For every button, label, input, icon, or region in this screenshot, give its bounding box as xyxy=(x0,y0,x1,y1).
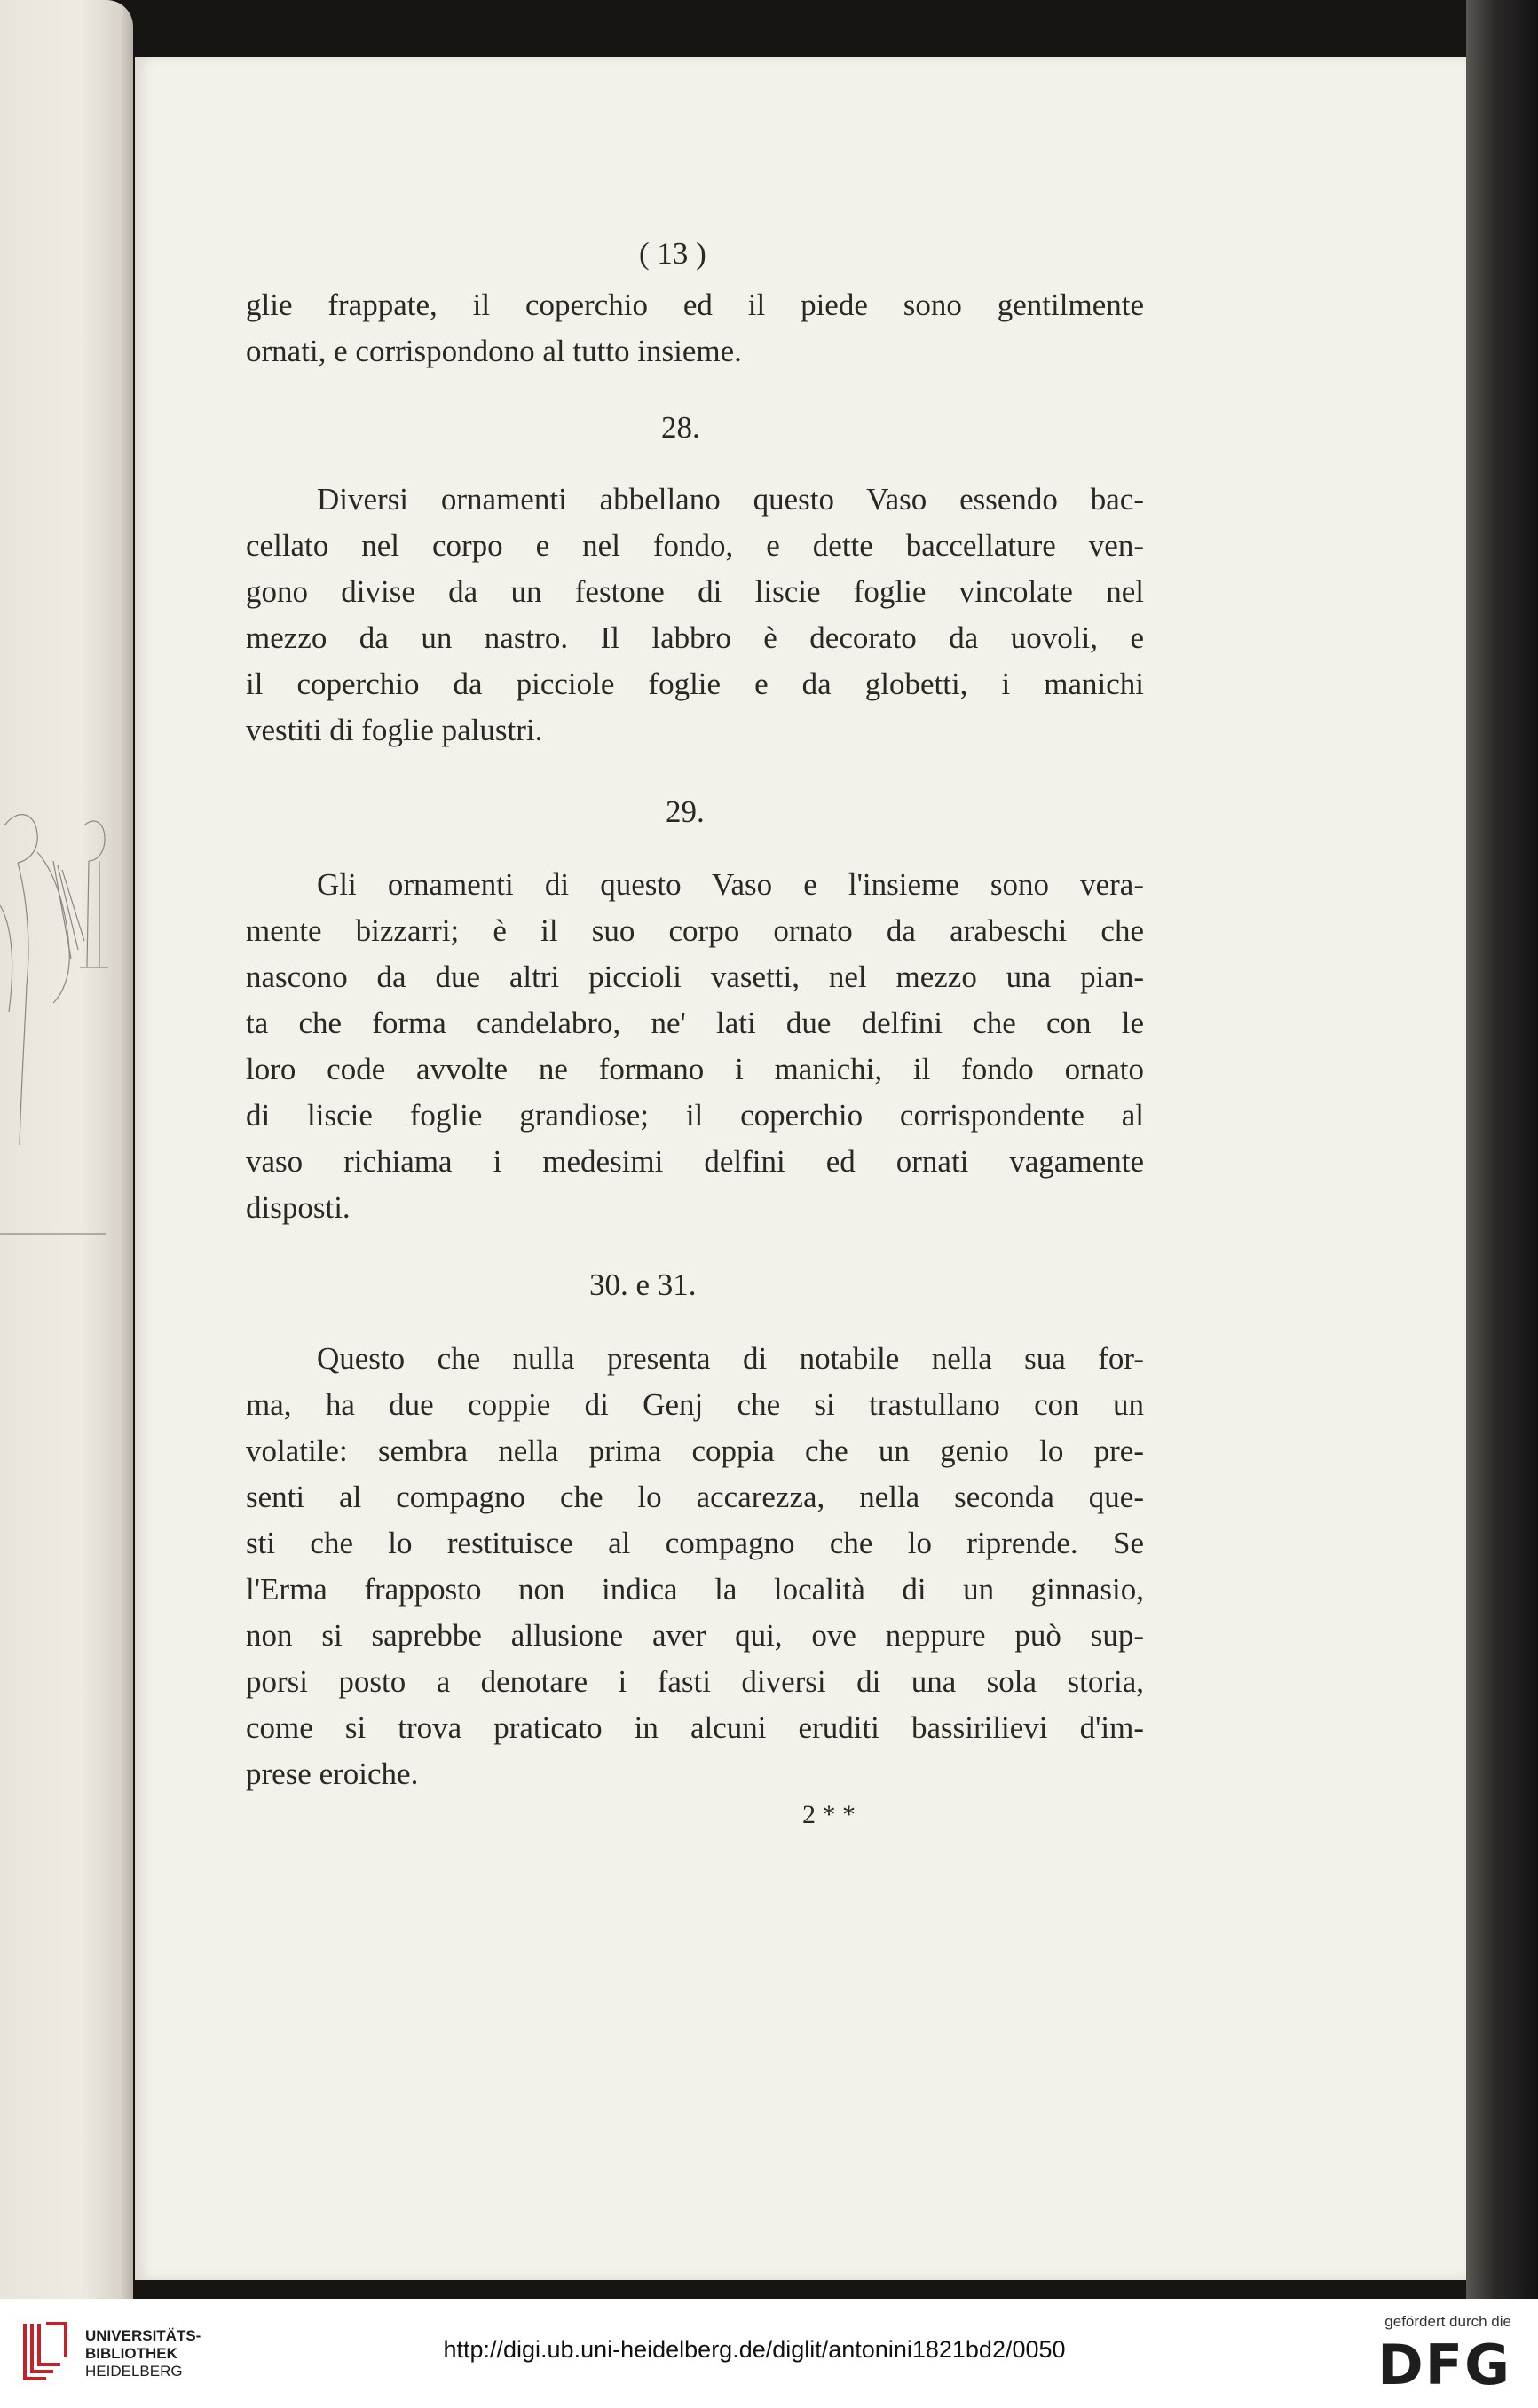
text-line: vestiti di foglie palustri. xyxy=(246,713,543,747)
text-line: gono divise da un festone di liscie foglie vincolate nel xyxy=(246,574,1144,609)
text-line: vaso richiama i medesimi delfini ed ornati vagamente xyxy=(246,1144,1144,1179)
text-line: cellato nel corpo e nel fondo, e dette baccellature ven- xyxy=(246,528,1144,563)
text-line: glie frappate, il coperchio ed il piede sono gentilmente xyxy=(246,288,1144,322)
text-line: volatile: sembra nella prima coppia che un genio lo pre- xyxy=(246,1433,1144,1468)
section-heading: 30. e 31. xyxy=(589,1267,697,1302)
engraving-fragment xyxy=(0,799,108,1243)
library-logo-icon xyxy=(20,2317,71,2388)
text-line: prese eroiche. xyxy=(246,1757,419,1791)
text-line: mente bizzarri; è il suo corpo ornato da arabeschi che xyxy=(246,913,1144,948)
dfg-logo: DFG xyxy=(1377,2333,1511,2397)
section-heading: 29. xyxy=(666,794,705,829)
text-line: il coperchio da picciole foglie e da globetti, i manichi xyxy=(246,667,1144,701)
text-line: porsi posto a denotare i fasti diversi di una sola storia, xyxy=(246,1664,1144,1699)
text-line: nascono da due altri piccioli vasetti, nel mezzo una pian- xyxy=(246,959,1144,994)
text-line: loro code avvolte ne formano i manichi, il fondo ornato xyxy=(246,1052,1144,1086)
library-name-line2: BIBLIOTHEK xyxy=(85,2345,177,2362)
library-name-line3: HEIDELBERG xyxy=(85,2363,183,2380)
text-line: Diversi ornamenti abbellano questo Vaso essendo bac- xyxy=(317,482,1144,517)
facing-page-edge xyxy=(0,0,133,2299)
viewer-footer xyxy=(0,2299,1538,2408)
book-page xyxy=(135,57,1466,2280)
text-line: non si saprebbe allusione aver qui, ove neppure può sup- xyxy=(246,1618,1144,1653)
text-line: ma, ha due coppie di Genj che si trastullano con un xyxy=(246,1387,1144,1422)
text-line: di liscie foglie grandiose; il coperchio corrispondente al xyxy=(246,1098,1144,1133)
text-line: sti che lo restituisce al compagno che lo riprende. Se xyxy=(246,1526,1144,1560)
text-line: come si trova praticato in alcuni eruditi bassirilievi d'im- xyxy=(246,1710,1144,1745)
page-number-header: ( 13 ) xyxy=(639,236,706,271)
funding-note: gefördert durch die xyxy=(1384,2313,1511,2330)
text-line: mezzo da un nastro. Il labbro è decorato da uovoli, e xyxy=(246,620,1144,655)
library-name-line1: UNIVERSITÄTS- xyxy=(85,2327,201,2344)
section-heading: 28. xyxy=(661,410,700,445)
text-line: ornati, e corrispondono al tutto insieme. xyxy=(246,334,742,368)
text-line: l'Erma frapposto non indica la località di un ginnasio, xyxy=(246,1572,1144,1607)
permalink-url[interactable]: http://digi.ub.uni-heidelberg.de/diglit/antonini1821bd2/0050 xyxy=(443,2336,1066,2363)
signature-mark: 2 * * xyxy=(802,1800,856,1829)
text-line: Questo che nulla presenta di notabile nella sua for- xyxy=(317,1341,1144,1376)
book-edge-shadow xyxy=(1466,0,1538,2299)
text-line: senti al compagno che lo accarezza, nella seconda que- xyxy=(246,1480,1144,1514)
text-line: ta che forma candelabro, ne' lati due delfini che con le xyxy=(246,1006,1144,1040)
text-line: disposti. xyxy=(246,1190,351,1225)
text-line: Gli ornamenti di questo Vaso e l'insieme sono vera- xyxy=(317,867,1144,902)
